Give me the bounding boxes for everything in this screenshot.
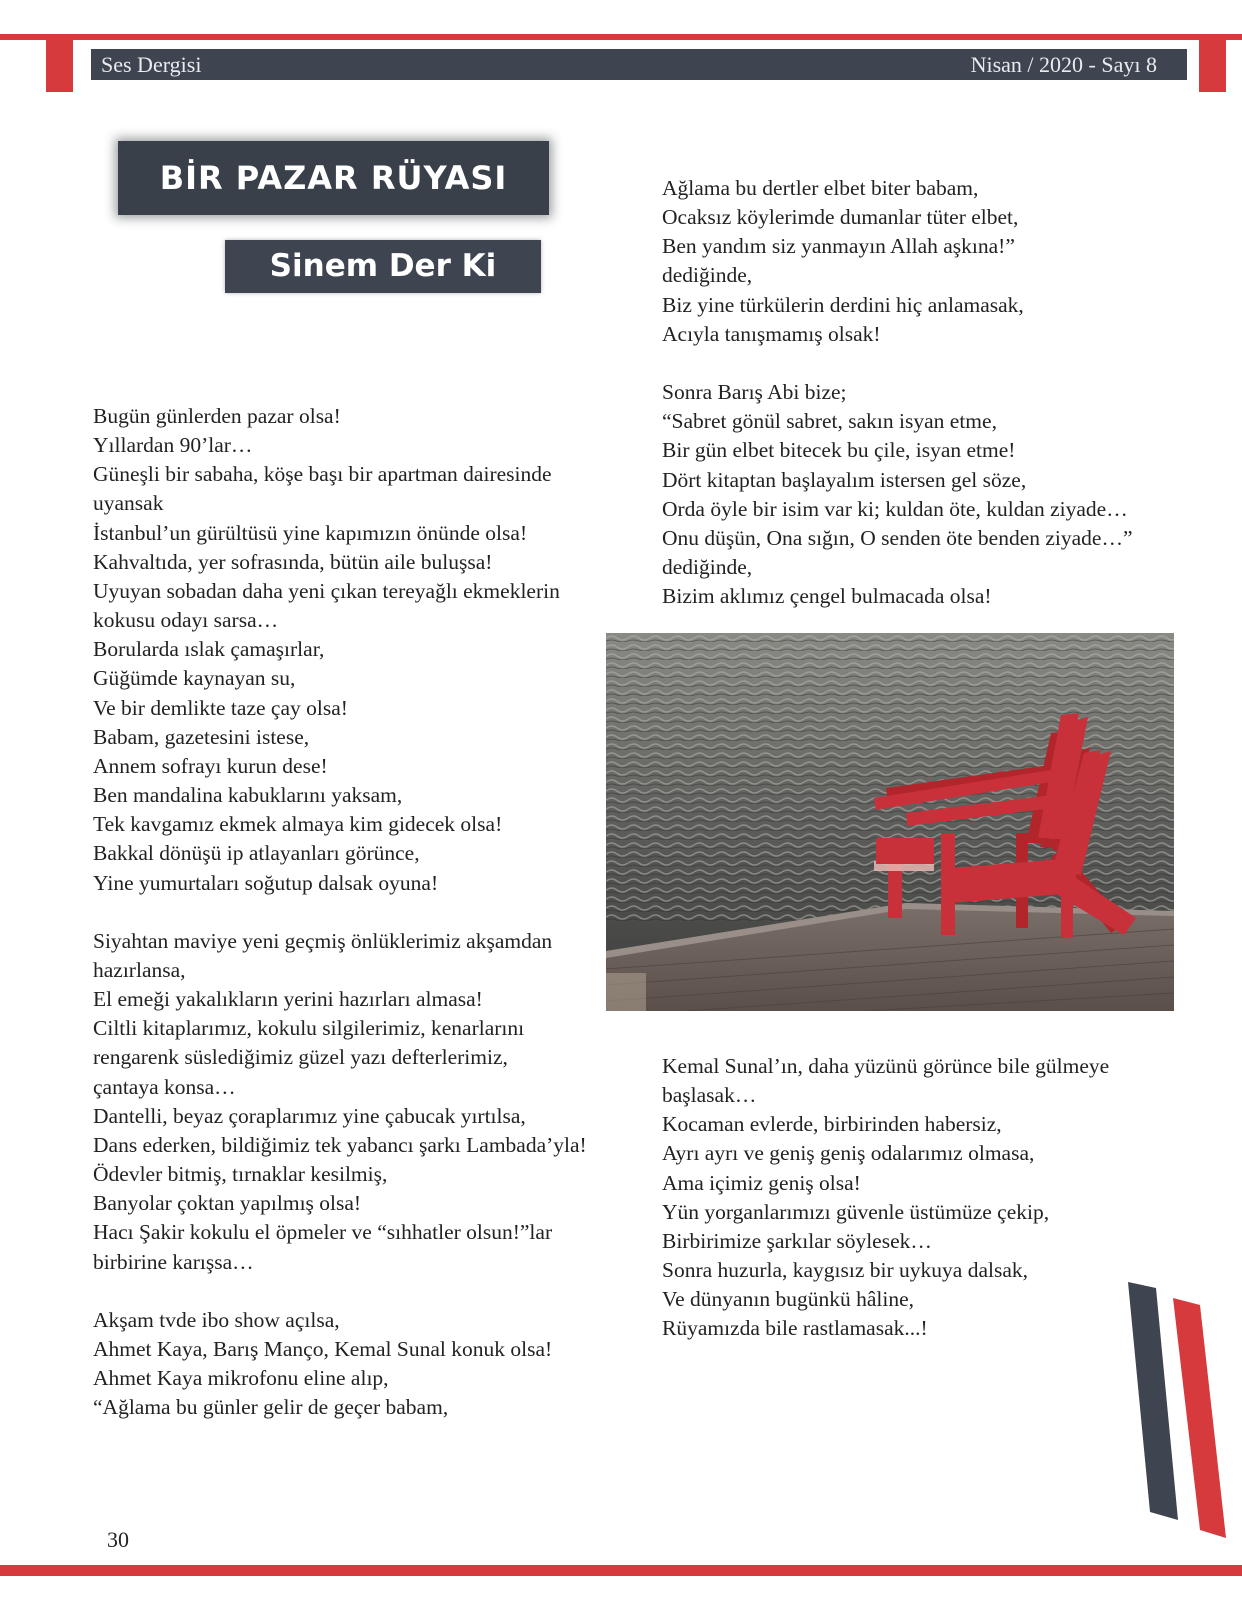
poem-line: dediğinde, [662,555,753,580]
poem-line: birbirine karışsa… [93,1249,254,1274]
poem-line: Acıyla tanışmamış olsak! [662,321,881,346]
poem-line: Ayrı ayrı ve geniş geniş odalarımız olmasa, [662,1141,1035,1166]
stanza-break [93,1277,613,1306]
poem-line: başlasak… [662,1083,757,1108]
magazine-name: Ses Dergisi [101,52,202,77]
poem-right-column-top [662,174,1207,611]
poem-line: Annem sofrayı kurun dese! [93,753,328,778]
poem-line: Sonra huzurla, kaygısız bir uykuya dalsak, [662,1258,1029,1283]
poem-line: Ciltli kitaplarımız, kokulu silgilerimiz, kenarlarını [93,1016,525,1041]
poem-line: dediğinde, [662,263,753,288]
poem-line: Bugün günlerden pazar olsa! [93,404,341,428]
poem-line: Güneşli bir sabaha, köşe başı bir apartman dairesinde [93,462,552,487]
poem-line: Bizim aklımız çengel bulmacada olsa! [662,584,992,609]
top-right-red-block [1199,36,1226,92]
poem-line: Rüyamızda bile rastlamasak...! [662,1316,928,1341]
poem-line: Akşam tvde ibo show açılsa, [93,1307,340,1332]
poem-line: Borularda ıslak çamaşırlar, [93,637,325,662]
article-author: Sinem Der Ki [225,240,541,293]
poem-line: Birbirimize şarkılar söylesek… [662,1228,932,1253]
stanza-break [93,898,613,927]
poem-line: Ve dünyanın bugünkü hâline, [662,1287,914,1312]
poem-line: Yine yumurtaları soğutup dalsak oyuna! [93,870,439,895]
poem-line: Uyuyan sobadan daha yeni çıkan tereyağlı ekmeklerin [93,578,560,603]
poem-line: uyansak [93,491,164,516]
stanza-break [662,349,1207,378]
poem-line: Ahmet Kaya, Barış Manço, Kemal Sunal konuk olsa! [93,1336,553,1361]
poem-line: Yün yorganlarımızı güvenle üstümüze çekip, [662,1199,1050,1224]
poem-line: İstanbul’un gürültüsü yine kapımızın önünde olsa! [93,520,528,545]
poem-line: “Sabret gönül sabret, sakın isyan etme, [662,409,997,434]
poem-line: Tek kavgamız ekmek almaya kim gidecek olsa! [93,812,503,837]
top-red-rule [0,34,1242,40]
poem-line: Ağlama bu dertler elbet biter babam, [662,176,979,200]
poem-line: Siyahtan maviye yeni geçmiş önlüklerimiz akşamdan [93,928,553,953]
poem-line: kokusu odayı sarsa… [93,608,279,633]
poem-line: Güğümde kaynayan su, [93,666,296,691]
poem-line: Sonra Barış Abi bize; [662,380,847,405]
decorative-stripes [1128,1280,1228,1540]
poem-line: çantaya konsa… [93,1074,236,1099]
poem-line: Ocaksız köylerimde dumanlar tüter elbet, [662,205,1019,230]
poem-line: Ahmet Kaya mikrofonu eline alıp, [93,1366,389,1391]
magazine-header-bar [91,49,1187,80]
page-number: 30 [107,1527,129,1552]
article-title: BİR PAZAR RÜYASI [118,141,549,215]
poem-line: Dört kitaptan başlayalım istersen gel söze, [662,467,1027,492]
poem-line: Kahvaltıda, yer sofrasında, bütün aile buluşsa! [93,549,493,574]
poem-line: Kocaman evlerde, birbirinden habersiz, [662,1112,1002,1137]
poem-line: Ben mandalina kabuklarını yaksam, [93,783,403,808]
poem-right-column-bottom [662,1052,1207,1344]
poem-line: Ben yandım siz yanmayın Allah aşkına!” [662,234,1015,259]
poem-line: Babam, gazetesini istese, [93,724,310,749]
poem-line: rengarenk süslediğimiz güzel yazı defterlerimiz, [93,1045,508,1070]
poem-line: “Ağlama bu günler gelir de geçer babam, [93,1395,449,1420]
poem-line: Banyolar çoktan yapılmış olsa! [93,1191,362,1216]
poem-line: Bakkal dönüşü ip atlayanları görünce, [93,841,420,866]
red-chairs-on-dock-photo [606,633,1174,1011]
top-left-red-block [46,36,73,92]
poem-line: Hacı Şakir kokulu el öpmeler ve “sıhhatler olsun!”lar [93,1220,553,1245]
poem-line: Ama içimiz geniş olsa! [662,1170,861,1195]
poem-line: Yıllardan 90’lar… [93,433,253,458]
poem-line: hazırlansa, [93,957,186,982]
issue-info: Nisan / 2020 - Sayı 8 [970,52,1157,77]
poem-line: Orda öyle bir isim var ki; kuldan öte, kuldan ziyade… [662,496,1128,521]
poem-line: Onu düşün, Ona sığın, O senden öte benden ziyade…” [662,525,1133,550]
poem-line: Ödevler bitmiş, tırnaklar kesilmiş, [93,1162,388,1187]
poem-line: Kemal Sunal’ın, daha yüzünü görünce bile gülmeye [662,1054,1110,1078]
bottom-red-rule [0,1565,1242,1576]
poem-line: Dans ederken, bildiğimiz tek yabancı şarkı Lambada’yla! [93,1132,587,1157]
poem-line: Biz yine türkülerin derdini hiç anlamasak, [662,292,1024,317]
poem-line: Bir gün elbet bitecek bu çile, isyan etme! [662,438,1016,463]
poem-line: El emeği yakalıkların yerini hazırları almasa! [93,987,483,1012]
poem-line: Ve bir demlikte taze çay olsa! [93,695,348,720]
poem-line: Dantelli, beyaz çoraplarımız yine çabucak yırtılsa, [93,1103,526,1128]
poem-left-column [93,402,613,1422]
